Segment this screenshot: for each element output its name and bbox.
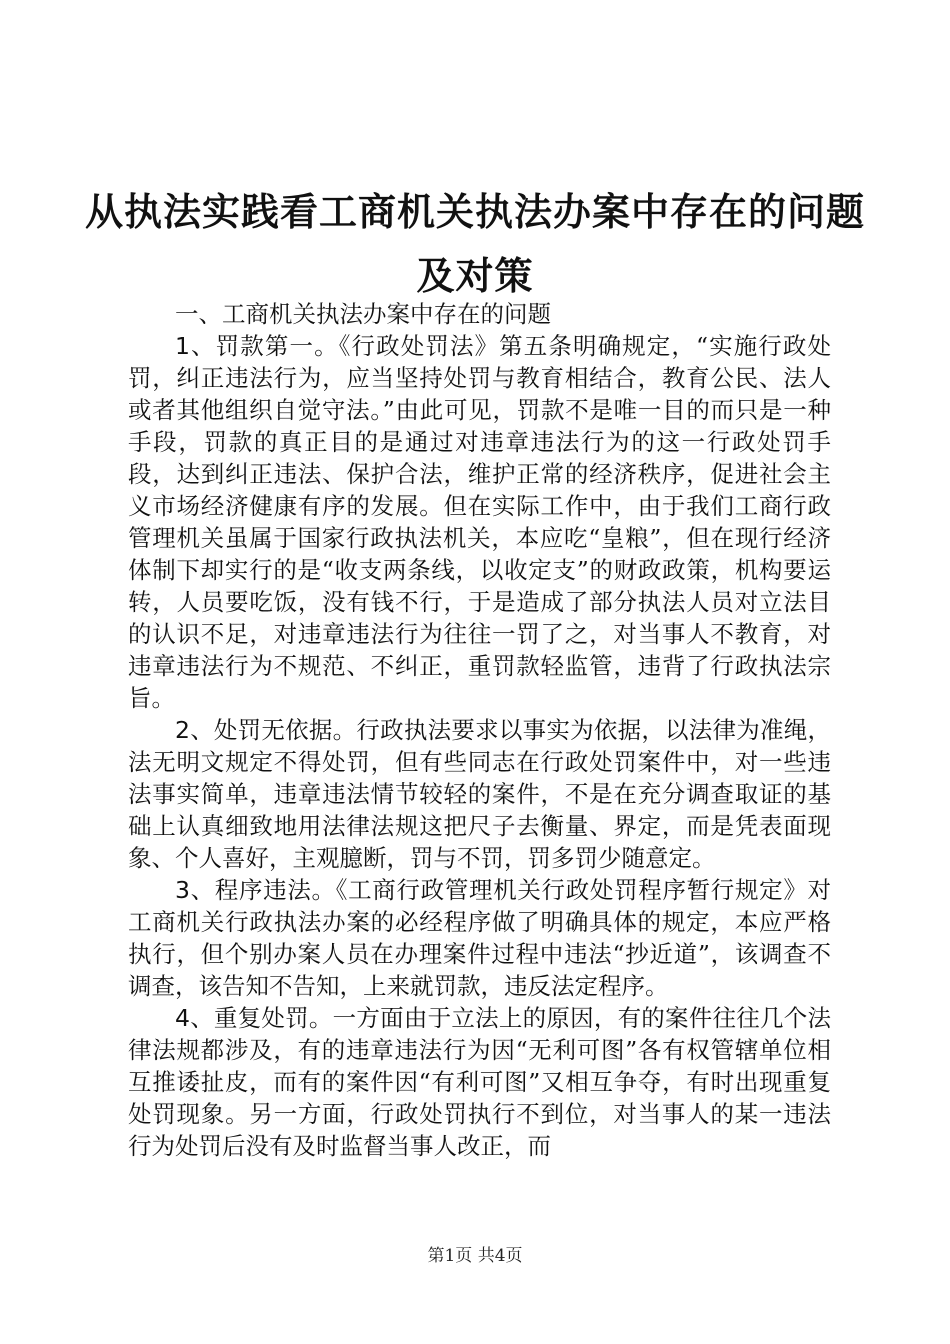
document-title-line-1: 从执法实践看工商机关执法办案中存在的问题 (84, 189, 865, 234)
section-heading: 一、工商机关执法办案中存在的问题 (175, 300, 551, 328)
paragraph-2-lead: 2、处罚无依据。 (175, 716, 357, 744)
paragraph-1 (128, 330, 831, 714)
document-body (128, 298, 831, 1162)
paragraph-2 (128, 714, 831, 874)
document-title-line-2: 及对策 (416, 253, 534, 298)
paragraph-2-text: 行政执法要求以事实为依据，以法律为准绳，法无明文规定不得处罚，但有些同志在行政处罚案件中，对一些违法事实简单，违章违法情节较轻的案件，不是在充分调查取证的基础上认真细致地用法律法规这把尺子去衡量、界定，而是凭表面现象、个人喜好，主观臆断，罚与不罚，罚多罚少随意定。 (128, 716, 832, 872)
paragraph-4 (128, 1002, 831, 1162)
paragraph-3 (128, 874, 831, 1002)
paragraph-3-text: 《工商行政管理机关行政处罚程序暂行规定》对工商机关行政执法办案的必经程序做了明确具体的规定，本应严格执行，但个别办案人员在办理案件过程中违法“抄近道”，该调查不调查，该告知不告知，上来就罚款，违反法定程序。 (128, 876, 832, 1000)
paragraph-1-lead: 1、罚款第一。 (175, 332, 339, 360)
paragraph-3-lead: 3、程序违法。 (175, 876, 336, 904)
page-footer: 第1页 共4页 (427, 1246, 523, 1266)
paragraph-1-text: 《行政处罚法》第五条明确规定，“实施行政处罚，纠正违法行为，应当坚持处罚与教育相结合，教育公民、法人或者其他组织自觉守法。”由此可见，罚款不是唯一目的而只是一种手段，罚款的真正目的是通过对违章违法行为的这一行政处罚手段，达到纠正违法、保护合法，维护正常的经济秩序，促进社会主义市场经济健康有序的发展。但在实际工作中，由于我们工商行政管理机关虽属于国家行政执法机关，本应吃“皇粮”，但在现行经济体制下却实行的是“收支两条线，以收定支”的财政政策，机构要运转，人员要吃饭，没有钱不行，于是造成了部分执法人员对立法目的认识不足，对违章违法行为往往一罚了之，对当事人不教育，对违章违法行为不规范、不纠正，重罚款轻监管，违背了行政执法宗旨。 (128, 332, 832, 712)
paragraph-4-lead: 4、重复处罚。 (175, 1004, 333, 1032)
paragraph-4-text: 一方面由于立法上的原因，有的案件往往几个法律法规都涉及，有的违章违法行为因“无利可图”各有权管辖单位相互推诿扯皮，而有的案件因“有利可图”又相互争夺，有时出现重复处罚现象。另一方面，行政处罚执行不到位，对当事人的某一违法行为处罚后没有及时监督当事人改正，而 (128, 1004, 832, 1160)
